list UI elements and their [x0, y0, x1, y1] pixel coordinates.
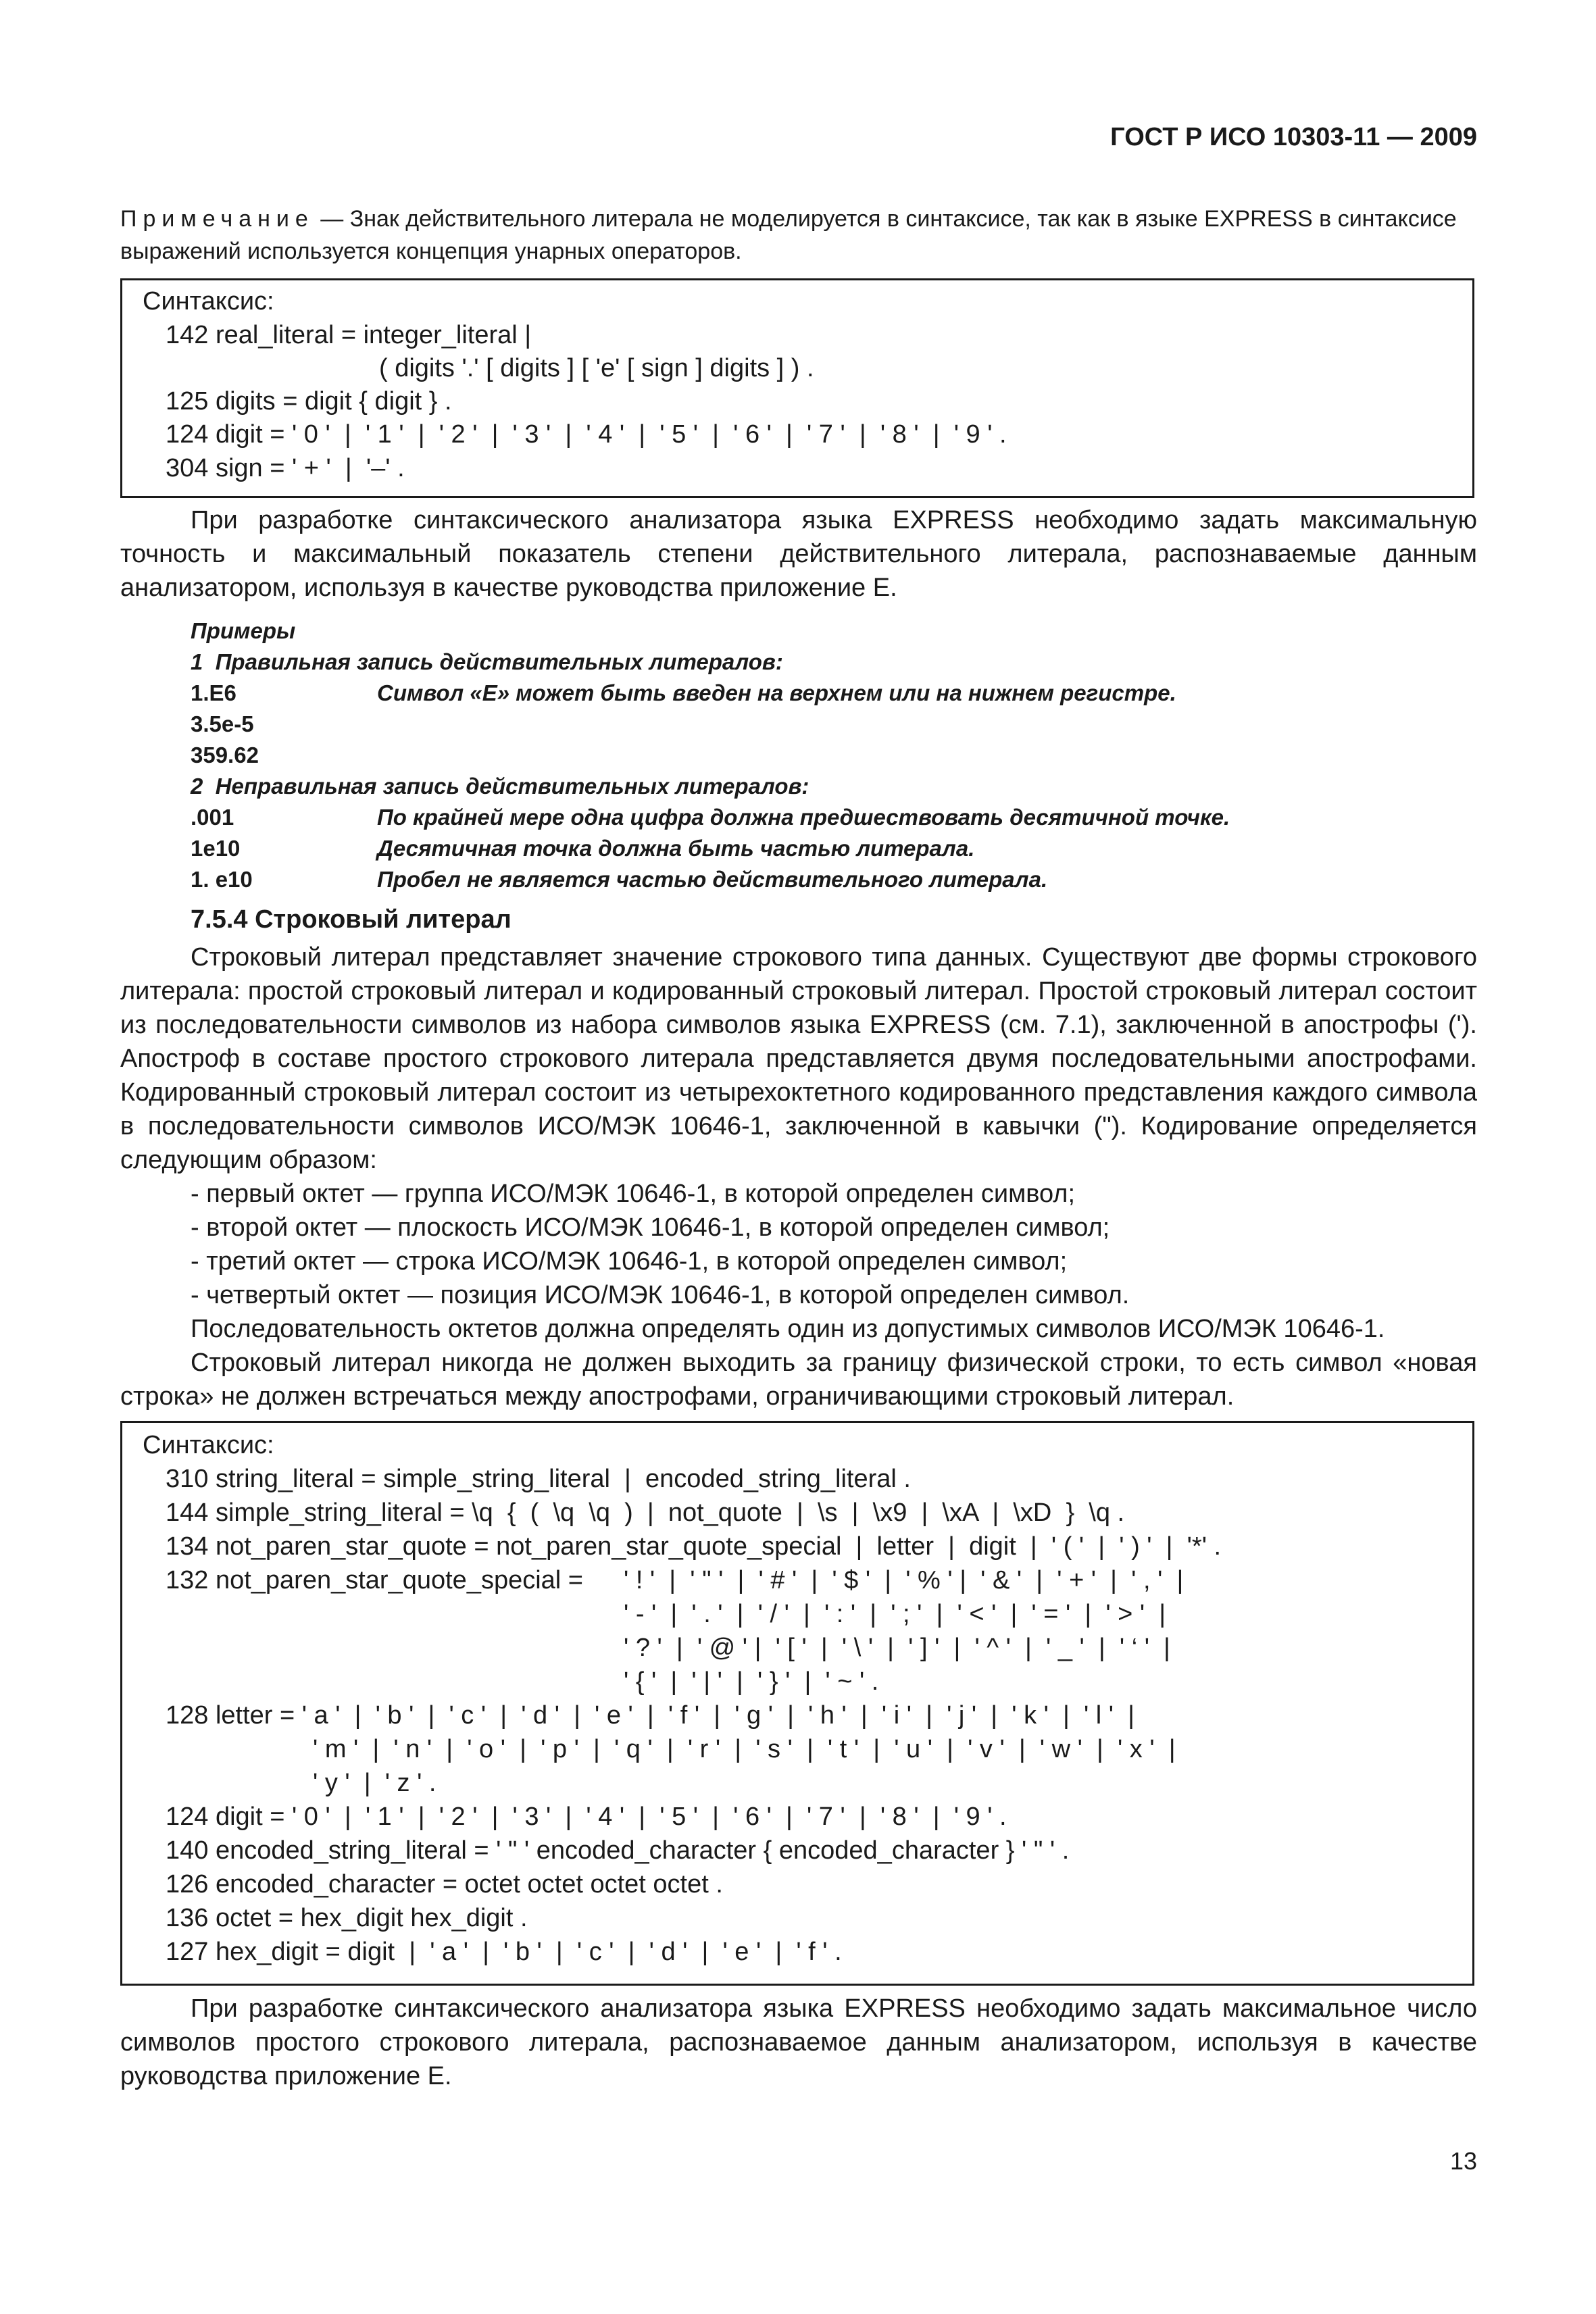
syntax-line: 126 encoded_character = octet octet octet octet .: [166, 1870, 723, 1898]
example-code: 359.62: [191, 743, 259, 768]
syntax-line: ' y ' | ' z ' .: [313, 1769, 437, 1797]
paragraph: Последовательность октетов должна определять один из допустимых символов ИСО/МЭК 10646-1.: [191, 1315, 1385, 1343]
paragraph: При разработке синтаксического анализатора языка EXPRESS необходимо задать максимальное число символов простого строкового литерала, распознаваемое данным анализатором, используя в качестве руководства приложение Е.: [120, 1994, 1477, 2090]
bullet-item: - второй октет — плоскость ИСО/МЭК 10646-1, в которой определен символ;: [191, 1213, 1110, 1242]
syntax-box-real-literal: [120, 278, 1474, 498]
syntax-line: ' ! ' | ' " ' | ' # ' | ' $ ' | ' % ' | ' & ' | ' + ' | ' , ' |: [624, 1566, 1184, 1594]
syntax-line: 125 digits = digit { digit } .: [166, 387, 452, 416]
bullet-item: - первый октет — группа ИСО/МЭК 10646-1, в которой определен символ;: [191, 1180, 1076, 1208]
syntax-line: 124 digit = ' 0 ' | ' 1 ' | ' 2 ' | ' 3 ' | ' 4 ' | ' 5 ' | ' 6 ' | ' 7 ' | ' 8 ' | ' 9 ' .: [166, 420, 1007, 449]
syntax-line: ' ? ' | ' @ ' | ' [ ' | ' \ ' | ' ] ' | ' ^ ' | ' _ ' | ' ‘ ' |: [624, 1634, 1170, 1662]
section-heading: 7.5.4 Строковый литерал: [191, 905, 512, 934]
syntax-line: ' m ' | ' n ' | ' o ' | ' p ' | ' q ' | ' r ' | ' s ' | ' t ' | ' u ' | ' v ' | ' w ' | ' x ' |: [313, 1735, 1176, 1763]
examples-title: Примеры: [191, 618, 296, 643]
example-comment: Пробел не является частью действительного литерала.: [377, 867, 1048, 892]
syntax-title: Синтаксис:: [143, 287, 274, 316]
syntax-line: ( digits '.' [ digits ] [ 'e' [ sign ] digits ] ) .: [379, 354, 814, 382]
syntax-line: 142 real_literal = integer_literal |: [166, 321, 532, 349]
syntax-line: 136 octet = hex_digit hex_digit .: [166, 1904, 528, 1932]
paragraph: Строковый литерал представляет значение строкового типа данных. Существуют две формы строкового литерала: простой строковый литерал и кодированный строковый литерал. Простой строковый литерал состоит из последовательности символов из набора символов языка EXPRESS (см. 7.1), заключенной в апострофы ('). Апостроф в составе простого строкового литерала представляется двумя последовательными апострофами. Кодированный строковый литерал состоит из четырехоктетного кодированного представления каждого символа в последовательности символов ИСО/МЭК 10646-1, заключенной в кавычки ("). Кодирование определяется следующим образом:: [120, 943, 1477, 1174]
examples-group-title: 2 Неправильная запись действительных литералов:: [191, 774, 809, 799]
syntax-line: ' - ' | ' . ' | ' / ' | ' : ' | ' ; ' | ' < ' | ' = ' | ' > ' |: [624, 1600, 1166, 1628]
example-comment: Десятичная точка должна быть частью литерала.: [377, 836, 975, 861]
syntax-line: 140 encoded_string_literal = ' " ' encoded_character { encoded_character } ' " ' .: [166, 1836, 1070, 1865]
examples-group-title: 1 Правильная запись действительных литералов:: [191, 649, 783, 674]
syntax-line: 310 string_literal = simple_string_literal | encoded_string_literal .: [166, 1465, 911, 1493]
syntax-line: 144 simple_string_literal = \q { ( \q \q ) | not_quote | \s | \x9 | \xA | \xD } \q .: [166, 1499, 1125, 1527]
syntax-line: 127 hex_digit = digit | ' a ' | ' b ' | ' c ' | ' d ' | ' e ' | ' f ' .: [166, 1938, 842, 1966]
paragraph: При разработке синтаксического анализатора языка EXPRESS необходимо задать максимальную точность и максимальный показатель степени действительного литерала, распознаваемые данным анализатором, используя в качестве руководства приложение Е.: [120, 506, 1477, 602]
syntax-box-string-literal: [120, 1421, 1474, 1986]
example-code: 1. e10: [191, 867, 253, 892]
document-header: ГОСТ Р ИСО 10303-11 — 2009: [1110, 123, 1477, 151]
example-code: .001: [191, 805, 234, 830]
note-text: — Знак действительного литерала не моделируется в синтаксисе, так как в языке EXPRESS в синтаксисе выражений используется концепция унарных операторов.: [120, 206, 1457, 264]
example-code: 3.5e-5: [191, 711, 254, 736]
syntax-line: 124 digit = ' 0 ' | ' 1 ' | ' 2 ' | ' 3 ' | ' 4 ' | ' 5 ' | ' 6 ' | ' 7 ' | ' 8 ' | ' 9 ' .: [166, 1803, 1007, 1831]
example-code: 1e10: [191, 836, 241, 861]
syntax-line: 134 not_paren_star_quote = not_paren_star_quote_special | letter | digit | ' ( ' | ' ) ' | '*' .: [166, 1532, 1222, 1561]
syntax-title: Синтаксис:: [143, 1431, 274, 1459]
note-label: Примечание: [120, 206, 314, 232]
bullet-item: - четвертый октет — позиция ИСО/МЭК 10646-1, в которой определен символ.: [191, 1281, 1130, 1309]
example-code: 1.E6: [191, 680, 236, 705]
bullet-item: - третий октет — строка ИСО/МЭК 10646-1, в которой определен символ;: [191, 1247, 1068, 1276]
syntax-line: 304 sign = ' + ' | '–' .: [166, 454, 405, 482]
note: [120, 203, 1477, 268]
page-number: 13: [1449, 2147, 1477, 2175]
syntax-line: 128 letter = ' a ' | ' b ' | ' c ' | ' d ' | ' e ' | ' f ' | ' g ' | ' h ' | ' i ' | ' j ' | ' k ' | ' l ' |: [166, 1701, 1135, 1730]
syntax-line: ' { ' | ' | ' | ' } ' | ' ~ ' .: [624, 1667, 879, 1696]
syntax-line: 132 not_paren_star_quote_special =: [166, 1566, 583, 1594]
paragraph: Строковый литерал никогда не должен выходить за границу физической строки, то есть символ «новая строка» не должен встречаться между апострофами, ограничивающими строковый литерал.: [120, 1349, 1477, 1411]
example-comment: Символ «Е» может быть введен на верхнем или на нижнем регистре.: [377, 680, 1176, 705]
example-comment: По крайней мере одна цифра должна предшествовать десятичной точке.: [377, 805, 1230, 830]
